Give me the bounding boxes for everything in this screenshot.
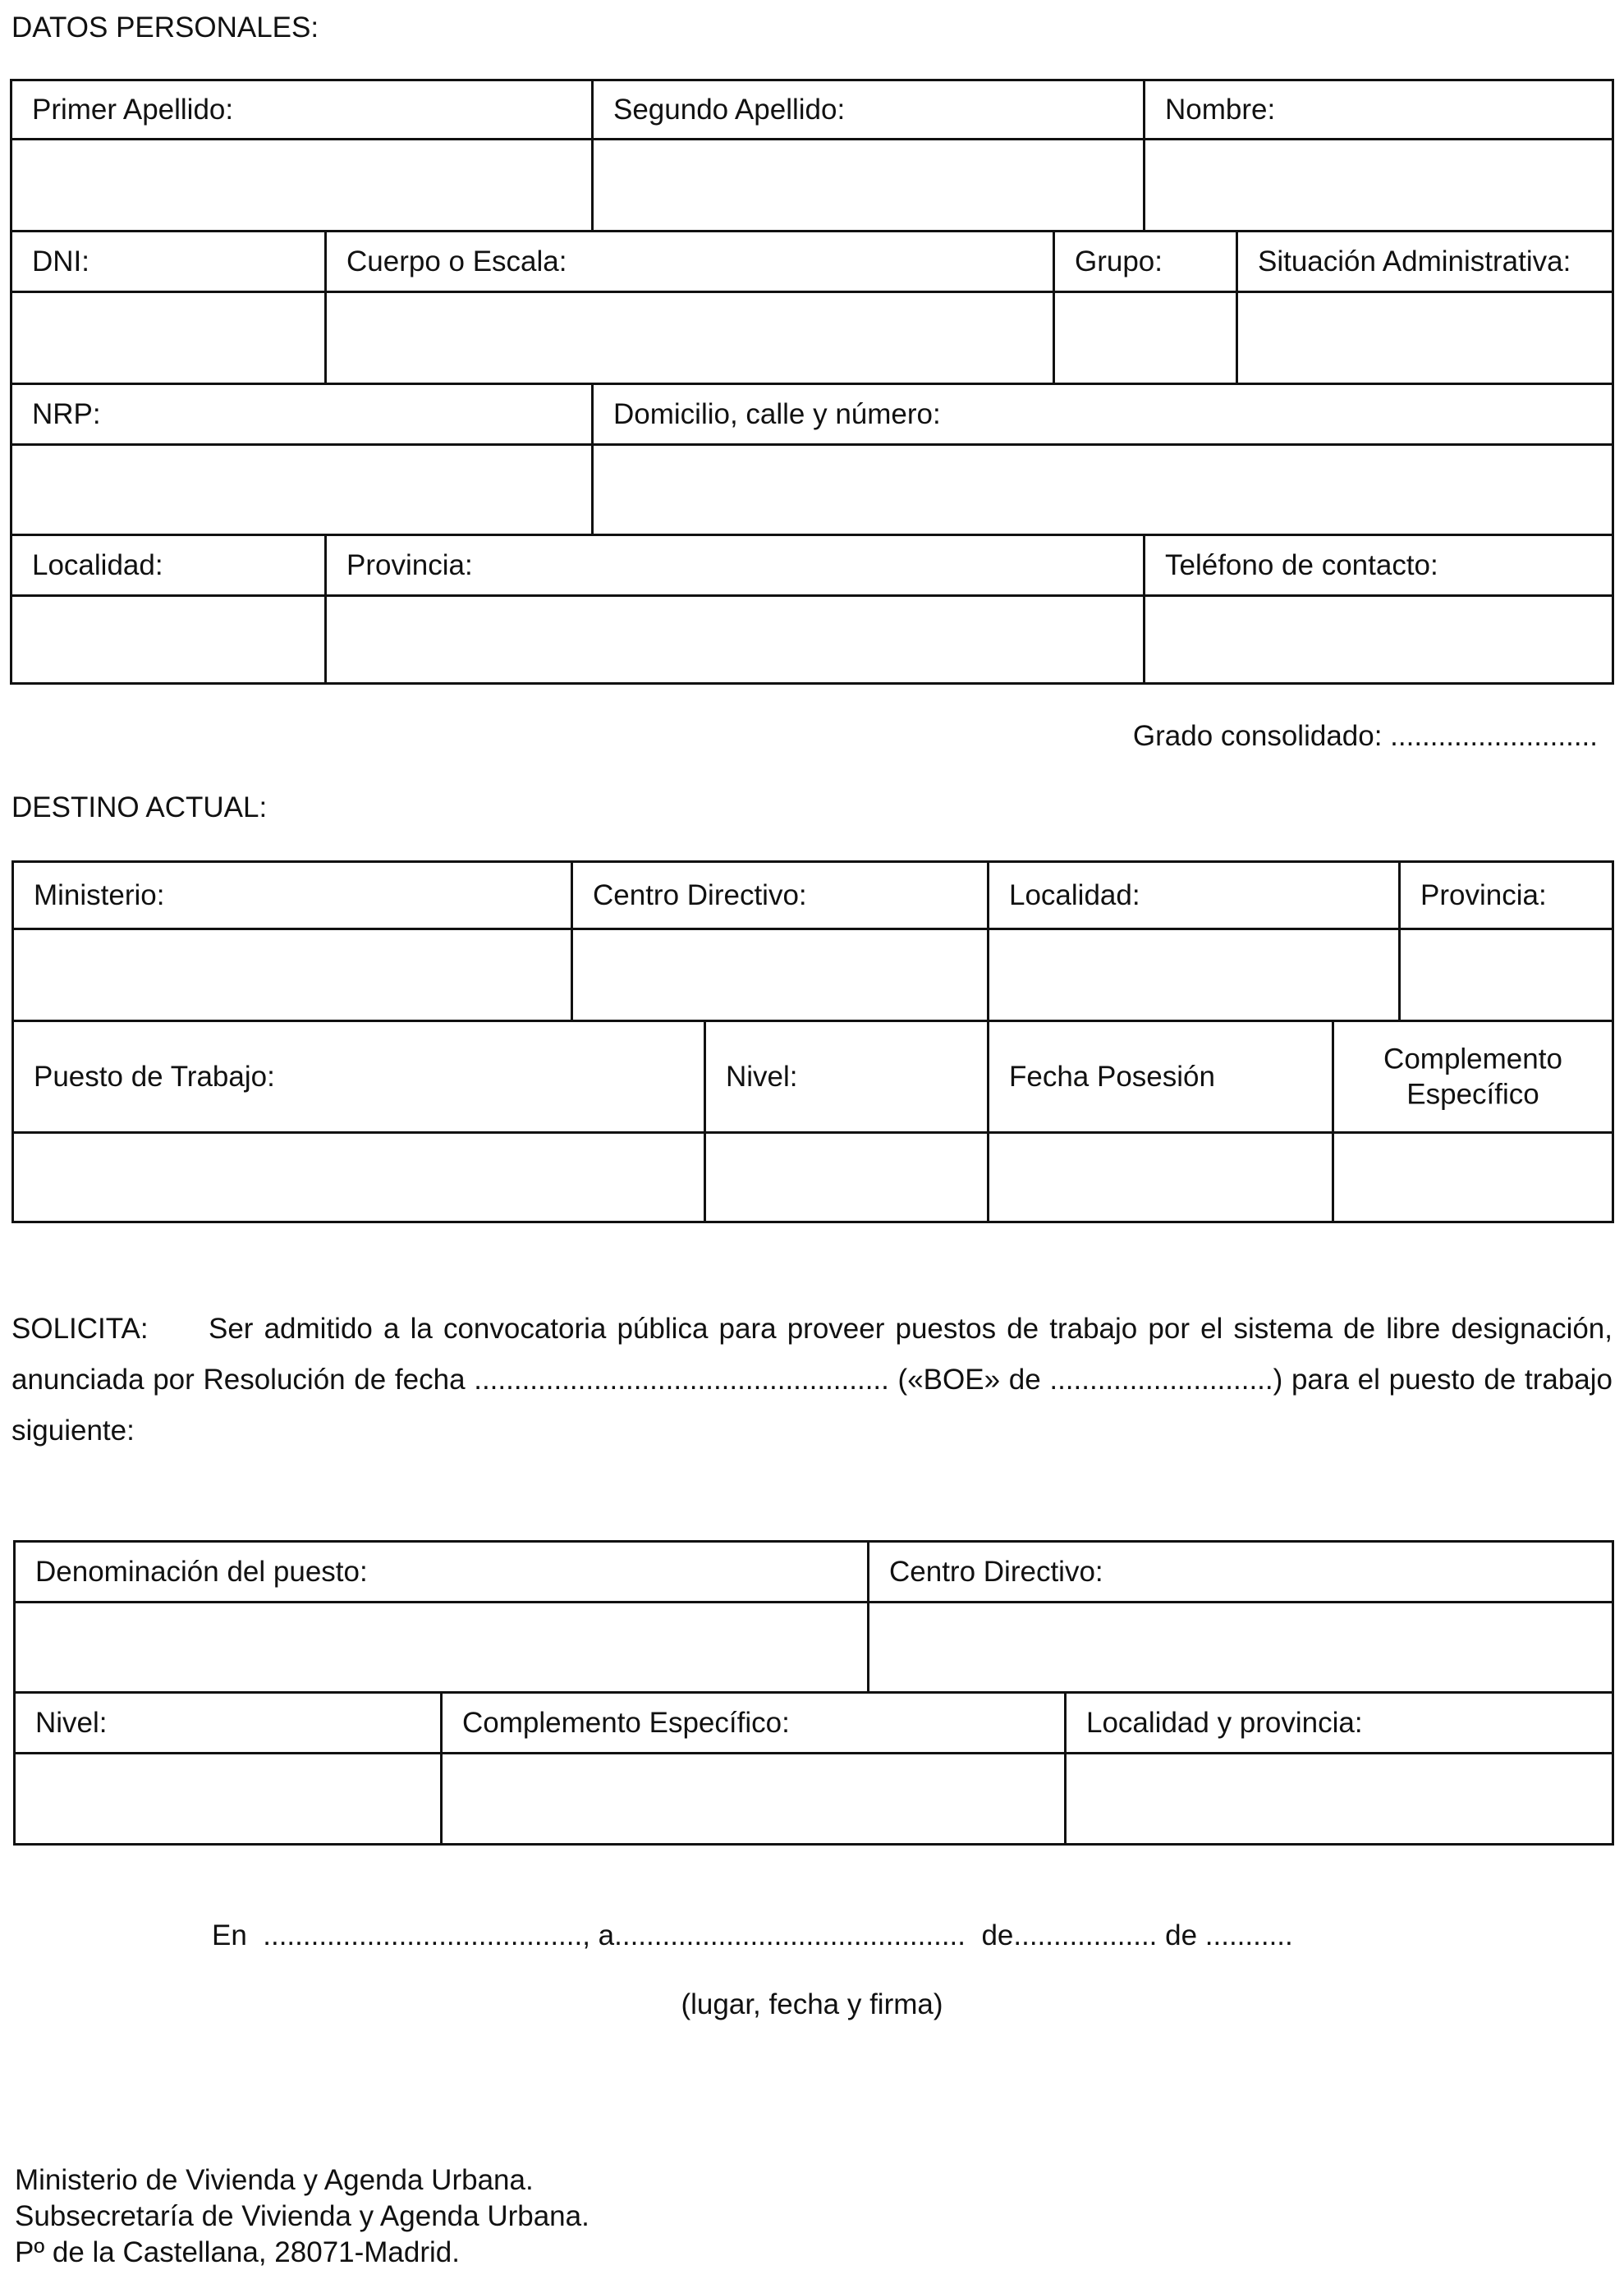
label-localidad: Localidad:: [32, 548, 163, 581]
complemento-especifico-field[interactable]: [1334, 1134, 1612, 1221]
label-centro-directivo-solicitado: Centro Directivo:: [889, 1555, 1103, 1588]
primer-apellido-field[interactable]: [12, 140, 594, 232]
label-domicilio: Domicilio, calle y número:: [613, 397, 941, 430]
label-nivel-solicitado-cell: [16, 1694, 443, 1754]
centro-directivo-field[interactable]: [573, 930, 989, 1022]
nombre-field[interactable]: [1145, 140, 1612, 232]
label-nivel-solicitado: Nivel:: [35, 1706, 108, 1739]
cuerpo-escala-field[interactable]: [327, 293, 1055, 385]
destino-actual-table: [11, 860, 1614, 1223]
segundo-apellido-field[interactable]: [594, 140, 1145, 232]
solicita-paragraph: [11, 1304, 1613, 1456]
provincia-destino-field[interactable]: [1401, 930, 1612, 1022]
label-nrp: NRP:: [32, 397, 101, 430]
complemento-solicitado-field[interactable]: [443, 1754, 1067, 1843]
section-title-destino-actual: DESTINO ACTUAL:: [11, 791, 268, 823]
label-puesto-cell: [14, 1022, 706, 1134]
section-title-datos-personales: DATOS PERSONALES:: [11, 11, 319, 44]
label-provincia-destino-cell: [1401, 863, 1612, 930]
puesto-trabajo-field[interactable]: [14, 1134, 706, 1221]
label-localidad-destino-cell: [989, 863, 1401, 930]
label-domicilio-cell: [594, 385, 1612, 446]
label-primer-apellido: Primer Apellido:: [32, 93, 234, 126]
label-localidad-provincia-cell: [1067, 1694, 1612, 1754]
label-segundo-apellido-cell: [594, 81, 1145, 140]
label-localidad-provincia: Localidad y provincia:: [1086, 1706, 1363, 1739]
footer-direccion: Pº de la Castellana, 28071-Madrid.: [15, 2236, 460, 2268]
label-grupo-cell: [1055, 232, 1238, 293]
fecha-posesion-field[interactable]: [989, 1134, 1334, 1221]
label-ministerio-cell: [14, 863, 573, 930]
label-ministerio: Ministerio:: [34, 878, 165, 911]
label-localidad-destino: Localidad:: [1009, 878, 1140, 911]
ministerio-field[interactable]: [14, 930, 573, 1022]
localidad-destino-field[interactable]: [989, 930, 1401, 1022]
label-complemento-especifico: Complemento Específico: [1383, 1042, 1562, 1111]
label-situacion-administrativa: Situación Administrativa:: [1258, 245, 1571, 277]
situacion-administrativa-field[interactable]: [1238, 293, 1612, 385]
label-nivel: Nivel:: [726, 1060, 798, 1093]
label-situacion-cell: [1238, 232, 1612, 293]
label-dni-cell: [12, 232, 327, 293]
telefono-field[interactable]: [1145, 597, 1612, 682]
footer-ministerio: Ministerio de Vivienda y Agenda Urbana.: [15, 2164, 534, 2196]
centro-directivo-solicitado-field[interactable]: [869, 1603, 1612, 1694]
label-denominacion-puesto: Denominación del puesto:: [35, 1555, 368, 1588]
label-complemento-cell: [1334, 1022, 1612, 1134]
solicita-text: Ser admitido a la convocatoria pública para proveer puestos de trabajo por el sistema de libre designación, anunciada por Resolución de fecha .................................................... («BOE» de ............................) para el puesto de trabajo siguiente:: [11, 1313, 1613, 1447]
label-complemento-solicitado-cell: [443, 1694, 1067, 1754]
label-cuerpo-escala: Cuerpo o Escala:: [346, 245, 567, 277]
domicilio-field[interactable]: [594, 446, 1612, 536]
provincia-field[interactable]: [327, 597, 1145, 682]
nivel-field[interactable]: [706, 1134, 989, 1221]
localidad-provincia-field[interactable]: [1067, 1754, 1612, 1843]
label-nombre-cell: [1145, 81, 1612, 140]
label-telefono-cell: [1145, 536, 1612, 597]
label-provincia: Provincia:: [346, 548, 473, 581]
localidad-field[interactable]: [12, 597, 327, 682]
label-cuerpo-cell: [327, 232, 1055, 293]
puesto-solicitado-table: [13, 1540, 1614, 1846]
solicita-lead: SOLICITA:: [11, 1313, 149, 1345]
label-grupo: Grupo:: [1075, 245, 1163, 277]
label-nivel-cell: [706, 1022, 989, 1134]
firma-line: En ........................................, a............................................ de.................. de ...........: [212, 1919, 1293, 1951]
label-telefono: Teléfono de contacto:: [1165, 548, 1438, 581]
grupo-field[interactable]: [1055, 293, 1238, 385]
label-segundo-apellido: Segundo Apellido:: [613, 93, 846, 126]
label-centro-directivo-solicitado-cell: [869, 1543, 1612, 1603]
label-nombre: Nombre:: [1165, 93, 1276, 126]
dni-field[interactable]: [12, 293, 327, 385]
label-provincia-destino: Provincia:: [1420, 878, 1547, 911]
datos-personales-table: [10, 79, 1614, 685]
denominacion-puesto-field[interactable]: [16, 1603, 869, 1694]
label-primer-apellido-cell: [12, 81, 594, 140]
label-fecha-posesion-cell: [989, 1022, 1334, 1134]
firma-caption: (lugar, fecha y firma): [681, 1988, 943, 2020]
label-complemento-solicitado: Complemento Específico:: [462, 1706, 790, 1739]
label-puesto-trabajo: Puesto de Trabajo:: [34, 1060, 275, 1093]
nivel-solicitado-field[interactable]: [16, 1754, 443, 1843]
label-localidad-cell: [12, 536, 327, 597]
label-centro-directivo: Centro Directivo:: [593, 878, 807, 911]
label-centro-directivo-cell: [573, 863, 989, 930]
grado-consolidado: Grado consolidado: ..........................: [1132, 720, 1598, 752]
label-dni: DNI:: [32, 245, 89, 277]
label-fecha-posesion: Fecha Posesión: [1009, 1060, 1215, 1093]
label-nrp-cell: [12, 385, 594, 446]
label-provincia-cell: [327, 536, 1145, 597]
nrp-field[interactable]: [12, 446, 594, 536]
label-denominacion-cell: [16, 1543, 869, 1603]
footer-subsecretaria: Subsecretaría de Vivienda y Agenda Urbana.: [15, 2200, 590, 2232]
